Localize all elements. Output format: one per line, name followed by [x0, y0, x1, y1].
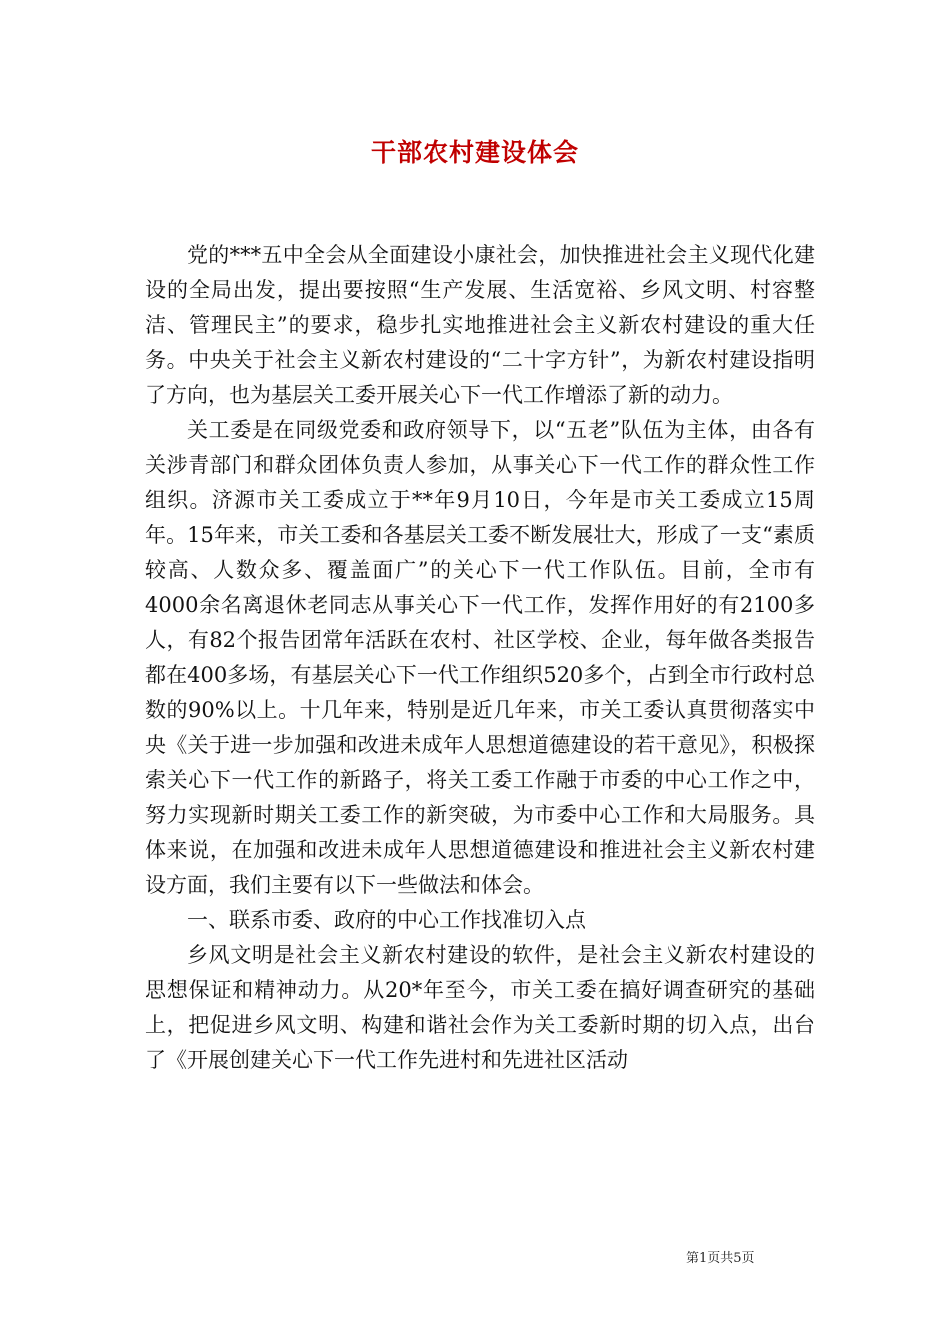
paragraph-committee: 关工委是在同级党委和政府领导下，以“五老”队伍为主体，由各有关涉青部门和群众团体负责人参加，从事关心下一代工作的群众性工作组织。济源市关工委成立于**年9月10日，今年是市关工委成立15周年。15年来，市关工委和各基层关工委不断发展壮大，形成了一支“素质较高、人数众多、覆盖面广”的关心下一代工作队伍。目前，全市有4000余名离退休老同志从事关心下一代工作，发挥作用好的有2100多人，有82个报告团常年活跃在农村、社区学校、企业，每年做各类报告都在400多场，有基层关心下一代工作组织520多个，占到全市行政村总数的90%以上。十几年来，特别是近几年来，市关工委认真贯彻落实中央《关于进一步加强和改进未成年人思想道德建设的若干意见》，积极探索关心下一代工作的新路子，将关工委工作融于市委的中心工作之中，努力实现新时期关工委工作的新突破，为市委中心工作和大局服务。具体来说，在加强和改进未成年人思想道德建设和推进社会主义新农村建设方面，我们主要有以下一些做法和体会。 — [145, 418, 815, 897]
document-body — [145, 238, 815, 1078]
section-heading-1: 一、联系市委、政府的中心工作找准切入点 — [187, 908, 586, 932]
document-title: 干部农村建设体会 — [370, 138, 579, 167]
paragraph-rural-civilization: 乡风文明是社会主义新农村建设的软件，是社会主义新农村建设的思想保证和精神动力。从20*年至今，市关工委在搞好调查研究的基础上，把促进乡风文明、构建和谐社会作为关工委新时期的切入点，出台了《开展创建关心下一代工作先进村和先进社区活动 — [145, 943, 815, 1072]
paragraph-intro: 党的***五中全会从全面建设小康社会，加快推进社会主义现代化建设的全局出发，提出要按照“生产发展、生活宽裕、乡风文明、村容整洁、管理民主”的要求，稳步扎实地推进社会主义新农村建设的重大任务。中央关于社会主义新农村建设的“二十字方针”，为新农村建设指明了方向，也为基层关工委开展关心下一代工作增添了新的动力。 — [145, 243, 815, 407]
page-number: 第1页共5页 — [686, 1251, 755, 1266]
